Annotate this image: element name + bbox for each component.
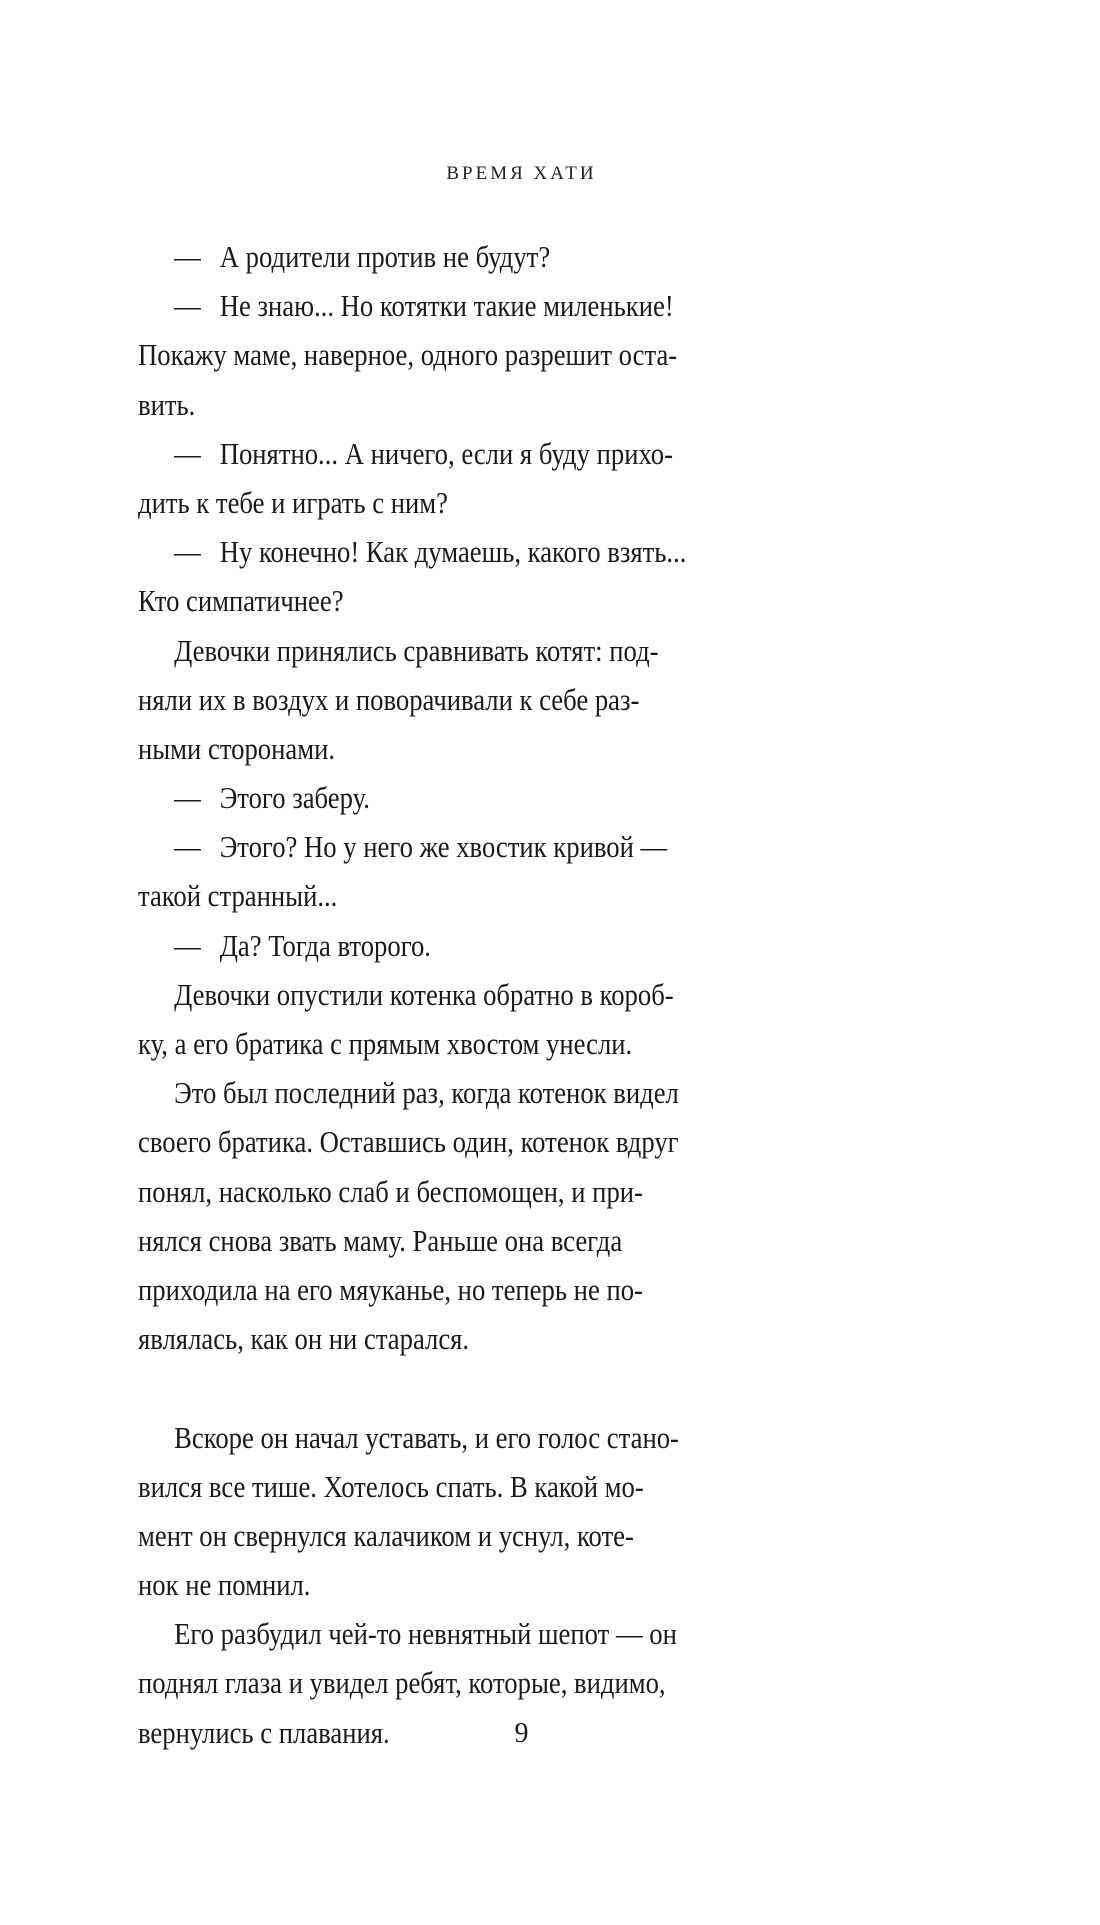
paragraph-first-line: Девочки опустили котенка обратно в короб- xyxy=(174,976,674,1012)
text-line: приходила на его мяуканье, но теперь не по- xyxy=(138,1271,643,1307)
paragraph-first-line: Его разбудил чей-то невнятный шепот — он xyxy=(174,1616,677,1652)
text-line xyxy=(138,232,941,281)
text-line xyxy=(138,281,941,330)
line-text: Этого? Но у него же хвостик кривой — xyxy=(219,829,668,865)
text-line: поднял глаза и увидел ребят, которые, видимо, xyxy=(138,1665,666,1701)
paragraph-first-line: Это был последний раз, когда котенок видел xyxy=(174,1075,679,1111)
section-break xyxy=(138,1363,905,1412)
text-line: такой странный... xyxy=(138,878,338,914)
text-line: вернулись с плавания. xyxy=(138,1714,390,1750)
text-line: Покажу маме, наверное, одного разрешит оста- xyxy=(138,337,678,373)
text-line: Кто симпатичнее? xyxy=(138,583,344,619)
text-line xyxy=(138,822,941,871)
text-line: ку, а его братика с прямым хвостом унесли. xyxy=(138,1026,633,1061)
line-text: Этого заберу. xyxy=(219,780,370,816)
text-line xyxy=(138,429,941,478)
line-text: Да? Тогда второго. xyxy=(219,927,431,963)
paragraph-first-line: Вскоре он начал уставать, и его голос стано- xyxy=(174,1419,679,1455)
text-line: няли их в воздух и поворачивали к себе раз- xyxy=(138,681,640,717)
running-head: ВРЕМЯ ХАТИ xyxy=(446,163,597,184)
text-line: являлась, как он ни старался. xyxy=(138,1321,470,1357)
line-text: Не знаю... Но котятки такие миленькие! xyxy=(219,288,674,324)
dialog-dash: — xyxy=(174,288,201,324)
text-line xyxy=(138,527,941,576)
line-text: А родители против не будут? xyxy=(219,239,551,274)
text-line: вился все тише. Хотелось спать. В какой мо- xyxy=(138,1468,644,1504)
line-text: Ну конечно! Как думаешь, какого взять... xyxy=(219,534,687,570)
text-line: понял, насколько слаб и беспомощен, и при- xyxy=(138,1173,643,1209)
dialog-dash: — xyxy=(174,534,201,570)
text-line xyxy=(138,921,941,970)
text-line: мент он свернулся калачиком и уснул, коте- xyxy=(138,1517,634,1553)
text-line: своего братика. Оставшись один, котенок вдруг xyxy=(138,1124,679,1160)
text-line: нялся снова звать маму. Раньше она всегда xyxy=(138,1222,623,1258)
dialog-dash: — xyxy=(174,927,201,963)
text-line: вить. xyxy=(138,386,196,422)
page-number: 9 xyxy=(514,1718,529,1749)
dialog-dash: — xyxy=(174,829,201,865)
text-line: ными сторонами. xyxy=(138,730,336,766)
text-line xyxy=(138,773,941,822)
dialog-dash: — xyxy=(174,780,201,816)
dialog-dash: — xyxy=(174,239,201,274)
body-text xyxy=(138,232,905,1757)
text-line: дить к тебе и играть с ним? xyxy=(138,484,448,520)
text-line: нок не помнил. xyxy=(138,1567,311,1603)
line-text: Понятно... А ничего, если я буду прихо- xyxy=(219,435,673,471)
paragraph-first-line: Девочки принялись сравнивать котят: под- xyxy=(174,632,659,668)
dialog-dash: — xyxy=(174,435,201,471)
